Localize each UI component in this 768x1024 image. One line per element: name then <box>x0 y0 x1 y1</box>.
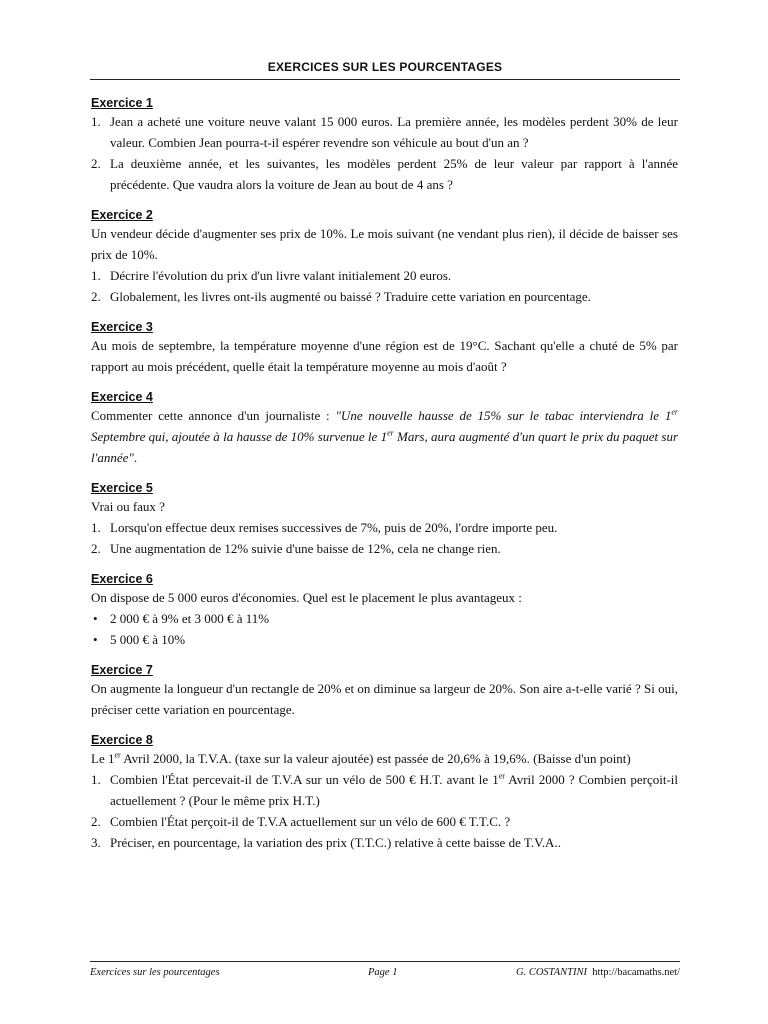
item-number: 2. <box>91 289 101 304</box>
document-body <box>91 95 678 865</box>
item-number: 1. <box>91 114 101 129</box>
exercise-statement: On dispose de 5 000 euros d'économies. Quel est le placement le plus avantageux : <box>91 590 522 605</box>
exercise-title: Exercice 3 <box>91 320 153 334</box>
exercise-statement: Au mois de septembre, la température moyenne d'une région est de 19°C. Sachant qu'elle a chuté de 5% par rapport au mois précédent, quelle était la température moyenne au mois d'août ? <box>91 338 678 374</box>
exercise-1 <box>91 95 678 195</box>
question-part: Avril 2000 ? Combien perçoit-il actuellement ? (Pour le même prix H.T.) <box>110 772 679 808</box>
question-text: La deuxième année, et les suivantes, les modèles perdent 25% de leur valeur par rapport à l'année précédente. Que vaudra alors la voiture de Jean au bout de 4 ans ? <box>110 156 678 192</box>
question-list <box>91 769 678 853</box>
author-name: G. COSTANTINI <box>515 967 587 978</box>
question-text: Globalement, les livres ont-ils augmenté ou baissé ? Traduire cette variation en pourcentage. <box>110 289 591 304</box>
exercise-8 <box>91 732 678 853</box>
title-divider <box>90 79 680 80</box>
question-item <box>91 517 678 538</box>
question-text: Une augmentation de 12% suivie d'une baisse de 12%, cela ne change rien. <box>110 541 501 556</box>
statement-part: Avril 2000, la T.V.A. (taxe sur la valeur ajoutée) est passée de 20,6% à 19,6%. (Baisse d'un point) <box>120 751 631 766</box>
question-text <box>110 772 678 808</box>
item-number: 1. <box>91 268 101 283</box>
question-text: Lorsqu'on effectue deux remises successives de 7%, puis de 20%, l'ordre importe peu. <box>110 520 558 535</box>
author-url[interactable]: http://bacamaths.net/ <box>592 967 680 978</box>
exercise-5 <box>91 480 678 559</box>
exercise-title: Exercice 6 <box>91 572 153 586</box>
item-number: 2. <box>91 156 101 171</box>
quote-part: Mars, aura augmenté d'un quart le prix du paquet sur l'année" <box>91 429 679 465</box>
exercise-6 <box>91 571 678 650</box>
statement-lead: Commenter cette annonce d'un journaliste : <box>91 408 336 423</box>
exercise-3 <box>91 319 678 377</box>
question-item <box>91 111 678 153</box>
exercise-2 <box>91 207 678 307</box>
exercise-statement: Un vendeur décide d'augmenter ses prix de 10%. Le mois suivant (ne vendant plus rien), il décide de baisser ses prix de 10%. <box>91 226 678 262</box>
page-title: EXERCICES SUR LES POURCENTAGES <box>267 60 503 74</box>
question-item <box>91 832 678 853</box>
exercise-title: Exercice 5 <box>91 481 153 495</box>
exercise-7 <box>91 662 678 720</box>
question-list <box>91 517 678 559</box>
question-text: Combien l'État perçoit-il de T.V.A actuellement sur un vélo de 600 € T.T.C. ? <box>110 814 511 829</box>
question-text: Décrire l'évolution du prix d'un livre valant initialement 20 euros. <box>110 268 452 283</box>
question-item <box>91 153 678 195</box>
bullet-icon: • <box>93 611 98 626</box>
exercise-4 <box>91 389 678 468</box>
item-number: 2. <box>91 814 101 829</box>
exercise-title: Exercice 2 <box>91 208 153 222</box>
statement-end: . <box>133 450 138 465</box>
bullet-icon: • <box>93 632 98 647</box>
exercise-statement <box>91 748 678 769</box>
question-list <box>91 265 678 307</box>
item-number: 3. <box>91 835 101 850</box>
ordinal-superscript: er <box>387 428 394 438</box>
exercise-statement: On augmente la longueur d'un rectangle de 20% et on diminue sa largeur de 20%. Son aire a-t-elle varié ? Si oui, préciser cette variation en pourcentage. <box>91 681 678 717</box>
item-number: 1. <box>91 772 101 787</box>
question-item <box>91 769 678 811</box>
option-item <box>91 629 678 650</box>
question-item <box>91 811 678 832</box>
question-item <box>91 538 678 559</box>
item-number: 1. <box>91 520 101 535</box>
footer-author <box>516 967 680 978</box>
exercise-title: Exercice 1 <box>91 96 153 110</box>
item-number: 2. <box>91 541 101 556</box>
quote-part: "Une nouvelle hausse de 15% sur le tabac interviendra le 1 <box>335 408 672 423</box>
ordinal-superscript: er <box>114 750 121 760</box>
option-list <box>91 608 678 650</box>
option-item <box>91 608 678 629</box>
exercise-title: Exercice 7 <box>91 663 153 677</box>
footer-page-number: Page 1 <box>368 967 398 978</box>
footer-divider <box>90 961 680 962</box>
ordinal-superscript: er <box>498 771 505 781</box>
exercise-title: Exercice 4 <box>91 390 153 404</box>
footer-document-title: Exercices sur les pourcentages <box>90 967 220 978</box>
question-item <box>91 286 678 307</box>
exercise-title: Exercice 8 <box>91 733 153 747</box>
statement-part: Le 1 <box>91 751 115 766</box>
ordinal-superscript: er <box>671 407 678 417</box>
option-text: 2 000 € à 9% et 3 000 € à 11% <box>110 611 270 626</box>
question-item <box>91 265 678 286</box>
question-text: Jean a acheté une voiture neuve valant 15 000 euros. La première année, les modèles perdent 30% de leur valeur. Combien Jean pourra-t-il espérer revendre son véhicule au bout d'un an ? <box>110 114 678 150</box>
option-text: 5 000 € à 10% <box>110 632 186 647</box>
question-text: Préciser, en pourcentage, la variation des prix (T.T.C.) relative à cette baisse de T.V.A.. <box>110 835 561 850</box>
exercise-statement: Vrai ou faux ? <box>91 499 165 514</box>
question-part: Combien l'État percevait-il de T.V.A sur un vélo de 500 € H.T. avant le 1 <box>110 772 499 787</box>
exercise-statement <box>91 405 678 468</box>
quote-part: Septembre qui, ajoutée à la hausse de 10% survenue le 1 <box>91 429 388 444</box>
question-list <box>91 111 678 195</box>
